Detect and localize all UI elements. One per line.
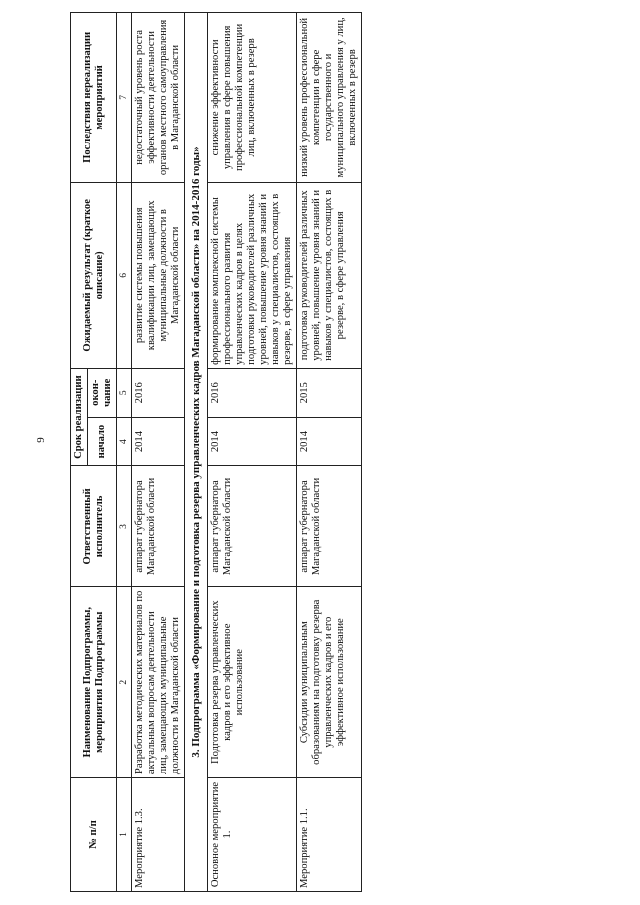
row-start: 2014 [297, 417, 362, 466]
row-name: Субсидии муниципальным образованиям на подготовку резерва управленческих кадров и его эффективное использование [297, 587, 362, 778]
row-executor: аппарат губернатора Магаданской области [132, 466, 185, 587]
header-num: № п/п [71, 778, 117, 892]
table-row [132, 13, 185, 892]
table-header-row [71, 13, 88, 892]
column-number: 2 [117, 587, 132, 778]
header-term: Срок реализации [71, 368, 88, 466]
row-executor: аппарат губернатора Магаданской области [297, 466, 362, 587]
row-end: 2015 [297, 368, 362, 417]
table-row [208, 13, 297, 892]
row-num: Основное мероприятие 1. [208, 778, 297, 892]
column-number-row [117, 13, 132, 892]
header-start: начало [88, 417, 117, 466]
row-consequences: снижение эффективности управления в сфере повышения профессиональной компетенции лиц, включенных в резерв [208, 13, 297, 183]
row-result: развитие системы повышения квалификации лиц, замещающих муниципальные должности в Магаданской области [132, 182, 185, 368]
row-num: Мероприятие 1.1. [297, 778, 362, 892]
row-consequences: низкий уровень профессиональной компетенции в сфере государственного и муниципального управления у лиц, включенных в резерв [297, 13, 362, 183]
row-end: 2016 [208, 368, 297, 417]
row-start: 2014 [208, 417, 297, 466]
header-end: окон-чание [88, 368, 117, 417]
row-start: 2014 [132, 417, 185, 466]
table-row [297, 13, 362, 892]
section-row [185, 13, 208, 892]
program-activities-table [70, 12, 362, 892]
rotated-document-table [70, 12, 570, 892]
page-number: 9 [34, 437, 47, 443]
column-number: 6 [117, 182, 132, 368]
row-name: Разработка методических материалов по актуальным вопросам деятельности лиц, замещающих муниципальные должности в Магаданской области [132, 587, 185, 778]
header-executor: Ответственный исполнитель [71, 466, 117, 587]
column-number: 7 [117, 13, 132, 183]
row-num: Мероприятие 1.3. [132, 778, 185, 892]
header-result: Ожидаемый результат (краткое описание) [71, 182, 117, 368]
column-number: 1 [117, 778, 132, 892]
column-number: 3 [117, 466, 132, 587]
header-consequences: Последствия нереализации мероприятий [71, 13, 117, 183]
section-title: 3. Подпрограмма «Формирование и подготовка резерва управленческих кадров Магаданской области» на 2014-2016 годы» [185, 13, 208, 892]
row-result: формирование комплексной системы профессионального развития управленческих кадров в целях подготовки руководителей различных уровней, повышение уровня знаний и навыков у специалистов, состоящих в резерве, в сфере управления [208, 182, 297, 368]
column-number: 5 [117, 368, 132, 417]
row-end: 2016 [132, 368, 185, 417]
column-number: 4 [117, 417, 132, 466]
row-consequences: недостаточный уровень роста эффективности деятельности органов местного самоуправления в Магаданской области [132, 13, 185, 183]
row-result: подготовка руководителей различных уровней, повышение уровня знаний и навыков у специалистов, состоящих в резерве, в сфере управления [297, 182, 362, 368]
row-name: Подготовка резерва управленческих кадров и его эффективное использование [208, 587, 297, 778]
header-name: Наименование Подпрограммы, мероприятия Подпрограммы [71, 587, 117, 778]
row-executor: аппарат губернатора Магаданской области [208, 466, 297, 587]
